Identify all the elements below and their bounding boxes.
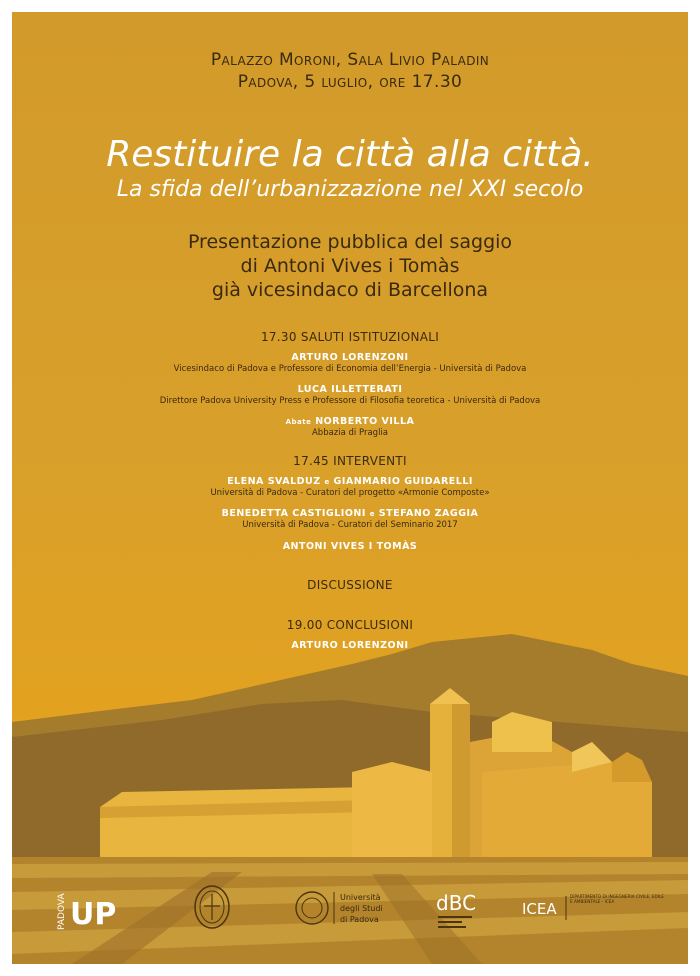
speaker-name-b: STEFANO ZAGGIA xyxy=(378,508,479,519)
interventi-heading: 17.45 INTERVENTI xyxy=(293,454,407,468)
padova-up-vertical: PADOVA xyxy=(57,893,67,930)
icea-logo xyxy=(520,892,670,926)
event-title: Restituire la città alla città. xyxy=(106,134,594,175)
presentation-line-2: di Antoni Vives i Tomàs xyxy=(240,255,460,277)
speaker-pair xyxy=(12,476,688,487)
speaker-pair xyxy=(12,508,688,519)
abbey-seal-logo xyxy=(192,884,232,930)
unipd-line-3: di Padova xyxy=(340,915,379,924)
padova-up-logo xyxy=(56,886,126,932)
presentation-line-1: Presentazione pubblica del saggio xyxy=(187,231,513,253)
speaker-name: ANTONI VIVES I TOMÀS xyxy=(282,541,418,552)
speaker-role: Università di Padova - Curatori del Seminario 2017 xyxy=(242,520,458,530)
presentation-line-3: già vicesindaco di Barcellona xyxy=(211,279,489,301)
icea-mark: ICEA xyxy=(522,900,557,918)
logo-bar xyxy=(12,882,688,942)
speaker-role: Vicesindaco di Padova e Professore di Economia dell’Energia - Università di Padova xyxy=(173,364,527,374)
unipd-line-1: Università xyxy=(340,893,381,902)
saluti-heading: 17.30 SALUTI ISTITUZIONALI xyxy=(260,330,440,344)
speaker-role: Università di Padova - Curatori del progetto «Armonie Composte» xyxy=(210,488,490,498)
speaker-name-a: BENEDETTA CASTIGLIONI xyxy=(221,508,366,519)
icea-text: DIPARTIMENTO DI INGEGNERIA CIVILE, EDILE E AMBIENTALE - ICEA xyxy=(570,894,664,904)
conclusioni-heading: 19.00 CONCLUSIONI xyxy=(286,618,414,632)
speaker-title: Abate xyxy=(285,418,312,426)
speaker-role: Abbazia di Praglia xyxy=(311,428,388,438)
speaker-name-a: ELENA SVALDUZ xyxy=(227,476,321,487)
speaker-name: LUCA ILLETTERATI xyxy=(297,384,403,395)
padova-up-mark: UP xyxy=(70,897,117,932)
speaker-name: ARTURO LORENZONI xyxy=(291,352,409,363)
unipd-logo xyxy=(294,886,404,930)
speaker-name: ARTURO LORENZONI xyxy=(291,640,409,651)
venue-line-2: Padova, 5 luglio, ore 17.30 xyxy=(237,72,463,92)
dbc-logo xyxy=(432,884,482,932)
speaker-name-with-title xyxy=(12,416,688,427)
discussione-heading: DISCUSSIONE xyxy=(307,578,393,592)
poster xyxy=(12,12,688,964)
speaker-name-b: GIANMARIO GUIDARELLI xyxy=(333,476,473,487)
event-subtitle: La sfida dell’urbanizzazione nel XXI secolo xyxy=(116,177,584,202)
speaker-role: Direttore Padova University Press e Professore di Filosofia teoretica - Università di Padova xyxy=(159,396,541,406)
dbc-mark: dBC xyxy=(436,891,477,915)
venue-block xyxy=(12,49,688,93)
unipd-line-2: degli Studi xyxy=(340,904,383,913)
speaker-name-text: NORBERTO VILLA xyxy=(315,416,415,427)
venue-line-1: Palazzo Moroni, Sala Livio Paladin xyxy=(210,50,490,70)
speaker-joiner: e xyxy=(369,510,375,518)
speaker-joiner: e xyxy=(324,478,330,486)
presentation-block xyxy=(12,230,688,302)
